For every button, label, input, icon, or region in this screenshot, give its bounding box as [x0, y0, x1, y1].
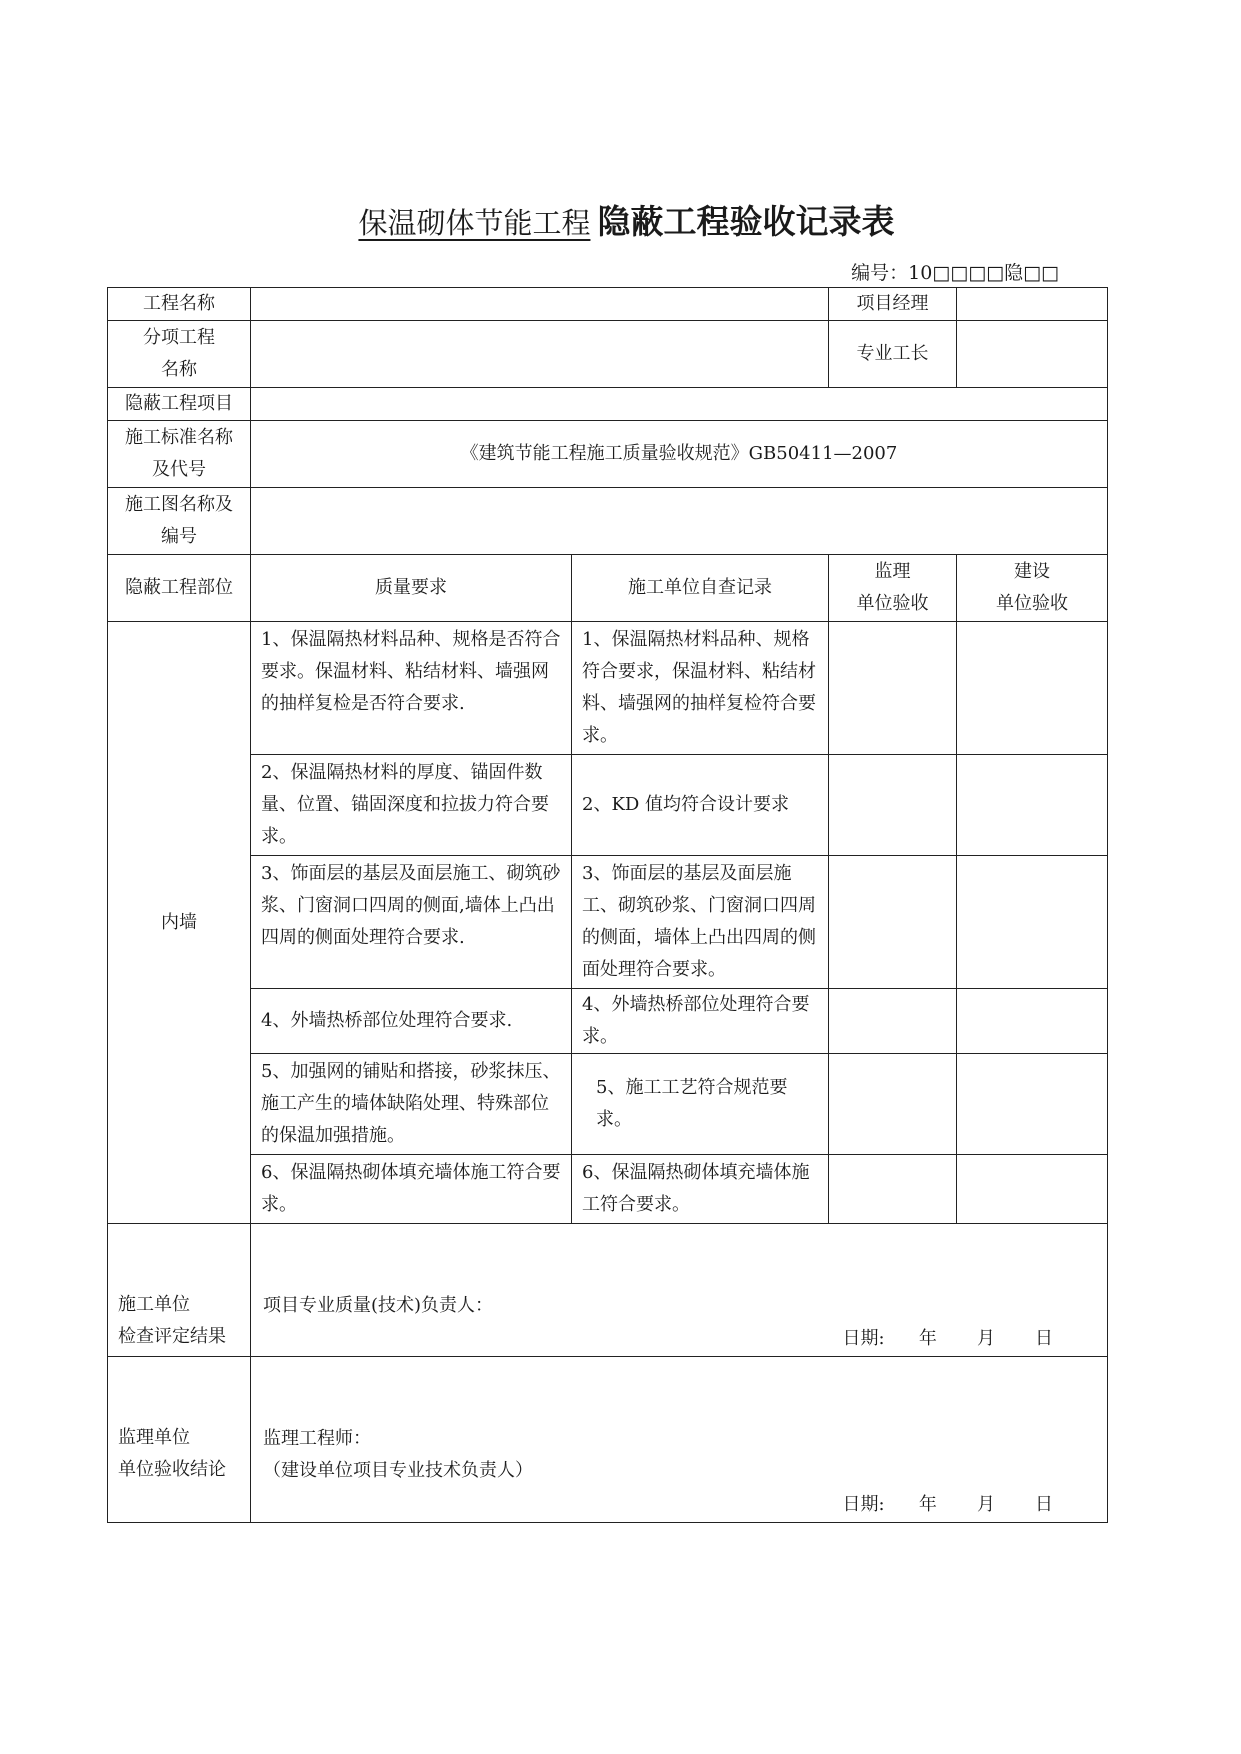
- owner-check-1[interactable]: [957, 622, 1108, 755]
- project-manager-label: 项目经理: [829, 288, 957, 321]
- owner-check-2[interactable]: [957, 755, 1108, 856]
- hidden-item-value[interactable]: [251, 388, 1108, 421]
- record-5: 5、施工工艺符合规范要求。: [572, 1054, 829, 1155]
- supervisor-label: 监理单位 单位验收结论: [108, 1357, 251, 1523]
- owner-header: 建设 单位验收: [957, 555, 1108, 622]
- record-1: 1、保温隔热材料品种、规格符合要求，保温材料、粘结材料、墙强网的抽样复检符合要求。: [572, 622, 829, 755]
- owner-check-5[interactable]: [957, 1054, 1108, 1155]
- supervisor-date: 日期: 年 月 日: [842, 1494, 1053, 1515]
- supervision-check-3[interactable]: [829, 856, 957, 989]
- standard-value: 《建筑节能工程施工质量验收规范》GB50411—2007: [251, 421, 1108, 488]
- owner-check-6[interactable]: [957, 1155, 1108, 1224]
- record-2: 2、KD 值均符合设计要求: [572, 755, 829, 856]
- hidden-item-label: 隐蔽工程项目: [108, 388, 251, 421]
- serial-number: 编号：10□□□□隐□□: [851, 262, 1059, 284]
- supervision-check-4[interactable]: [829, 989, 957, 1054]
- form-title: [0, 196, 1241, 243]
- record-3: 3、饰面层的基层及面层施工、砌筑砂浆、门窗洞口四周的侧面，墙体上凸出四周的侧面处理符合要求。: [572, 856, 829, 989]
- quality-header: 质量要求: [251, 555, 572, 622]
- supervision-check-1[interactable]: [829, 622, 957, 755]
- supervision-header: 监理 单位验收: [829, 555, 957, 622]
- subproject-label: 分项工程 名称: [108, 321, 251, 388]
- requirement-4: 4、外墙热桥部位处理符合要求.: [251, 989, 572, 1054]
- form-title-prefix: 保温砌体节能工程: [358, 206, 591, 240]
- location-header: 隐蔽工程部位: [108, 555, 251, 622]
- requirement-2: 2、保温隔热材料的厚度、锚固件数量、位置、锚固深度和拉拔力符合要求。: [251, 755, 572, 856]
- acceptance-record-table: [107, 287, 1108, 1523]
- location-value: 内墙: [108, 622, 251, 1224]
- requirement-1: 1、保温隔热材料品种、规格是否符合要求。保温材料、粘结材料、墙强网的抽样复检是否符合要求.: [251, 622, 572, 755]
- record-6: 6、保温隔热砌体填充墙体施工符合要求。: [572, 1155, 829, 1224]
- supervision-check-6[interactable]: [829, 1155, 957, 1224]
- owner-check-3[interactable]: [957, 856, 1108, 989]
- project-name-value[interactable]: [251, 288, 829, 321]
- record-4: 4、外墙热桥部位处理符合要求。: [572, 989, 829, 1054]
- contractor-signer: 项目专业质量(技术)负责人：: [263, 1295, 494, 1316]
- contractor-date: 日期: 年 月 日: [842, 1328, 1053, 1349]
- supervisor-signer: 监理工程师： （建设单位项目专业技术负责人）: [263, 1428, 533, 1481]
- contractor-label: 施工单位 检查评定结果: [108, 1224, 251, 1357]
- contractor-result-area[interactable]: [251, 1224, 1108, 1357]
- requirement-5: 5、加强网的铺贴和搭接，砂浆抹压、施工产生的墙体缺陷处理、特殊部位的保温加强措施。: [251, 1054, 572, 1155]
- project-manager-value[interactable]: [957, 288, 1108, 321]
- standard-label: 施工标准名称 及代号: [108, 421, 251, 488]
- project-name-label: 工程名称: [108, 288, 251, 321]
- supervision-check-5[interactable]: [829, 1054, 957, 1155]
- drawing-value[interactable]: [251, 488, 1108, 555]
- supervision-check-2[interactable]: [829, 755, 957, 856]
- foreman-label: 专业工长: [829, 321, 957, 388]
- owner-check-4[interactable]: [957, 989, 1108, 1054]
- form-title-main: 隐蔽工程验收记录表: [597, 202, 895, 241]
- foreman-value[interactable]: [957, 321, 1108, 388]
- requirement-6: 6、保温隔热砌体填充墙体施工符合要求。: [251, 1155, 572, 1224]
- drawing-label: 施工图名称及 编号: [108, 488, 251, 555]
- self-check-header: 施工单位自查记录: [572, 555, 829, 622]
- subproject-value[interactable]: [251, 321, 829, 388]
- supervisor-result-area[interactable]: [251, 1357, 1108, 1523]
- requirement-3: 3、饰面层的基层及面层施工、砌筑砂浆、门窗洞口四周的侧面,墙体上凸出四周的侧面处理符合要求.: [251, 856, 572, 989]
